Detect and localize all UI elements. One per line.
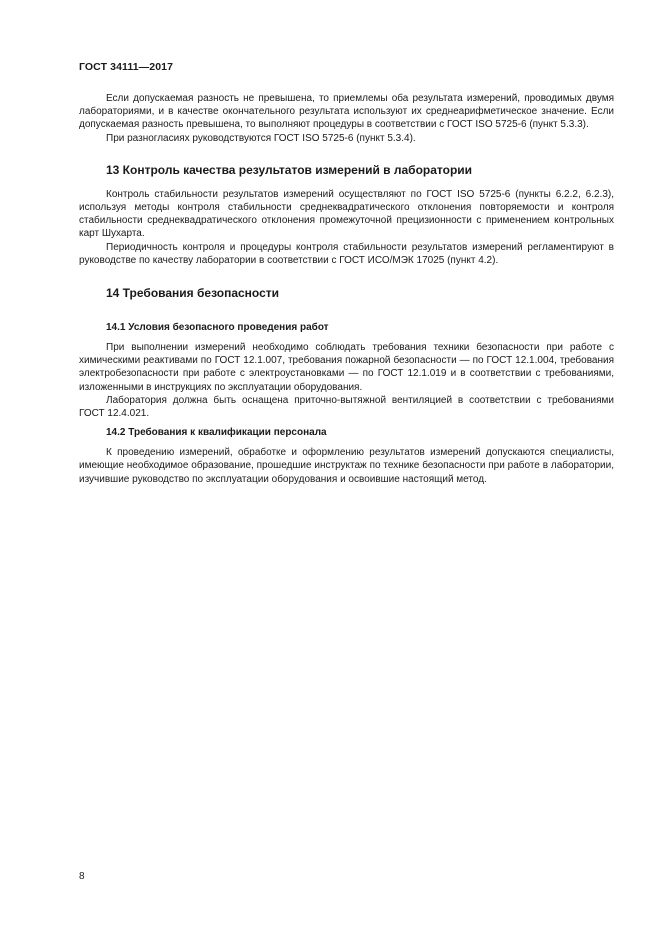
subsection-14-2-title: 14.2 Требования к квалификации персонала bbox=[106, 427, 327, 439]
spacer bbox=[79, 334, 614, 341]
page-content bbox=[79, 92, 614, 486]
section-13-title: 13 Контроль качества результатов измерений в лаборатории bbox=[106, 162, 473, 177]
section-13-paragraph-2: Периодичность контроля и процедуры контроля стабильности результатов измерений регламентируют в руководстве по качеству лаборатории в соответствии с ГОСТ ИСО/МЭК 17025 (пункт 4.2). bbox=[79, 241, 614, 266]
spacer bbox=[79, 439, 614, 446]
subsection-14-2-paragraph-1: К проведению измерений, обработке и оформлению результатов измерений допускаются специалисты, имеющие необходимое образование, прошедшие инструктаж по технике безопасности при работе в лаборатории, изучившие руководство по эксплуатации оборудования и освоившие настоящий метод. bbox=[79, 447, 614, 485]
spacer bbox=[79, 145, 614, 163]
subsection-14-1-paragraph-1: При выполнении измерений необходимо соблюдать требования техники безопасности при работе с химическими реактивами по ГОСТ 12.1.007, требования пожарной безопасности — по ГОСТ 12.1.004, требования электробезопасности при работе с электроустановками — по ГОСТ 12.1.019 и в соответствии с требованиями, изложенными в инструкциях по эксплуатации оборудования. bbox=[79, 342, 614, 393]
section-13-paragraph-1: Контроль стабильности результатов измерений осуществляют по ГОСТ ISO 5725-6 (пункты 6.2.2, 6.2.3), используя методы контроля стабильности среднеквадратического отклонения повторяемости и контроля стабильности среднеквадратического отклонения промежуточной прецизионности с применением контрольных карт Шухарта. bbox=[79, 188, 614, 240]
spacer bbox=[79, 267, 614, 286]
subsection-14-1-title: 14.1 Условия безопасного проведения работ bbox=[106, 322, 329, 334]
intro-paragraph-1: Если допускаемая разность не превышена, то приемлемы оба результата измерений, проводимых двумя лабораториями, и в качестве окончательного результата используют их среднеарифметическое значение. Если допускаемая разность превышена, то выполняют процедуры в соответствии с ГОСТ ISO 5725-6 (пункт 5.3.3). bbox=[79, 93, 614, 131]
page-number: 8 bbox=[79, 871, 85, 882]
document-code-header: ГОСТ 34111—2017 bbox=[79, 61, 174, 73]
subsection-14-1-paragraph-2: Лаборатория должна быть оснащена приточно-вытяжной вентиляцией в соответствии с требованиями ГОСТ 12.4.021. bbox=[79, 394, 614, 420]
spacer bbox=[79, 178, 614, 188]
section-14-title: 14 Требования безопасности bbox=[106, 286, 280, 301]
intro-paragraph-2: При разногласиях руководствуются ГОСТ ISO 5725-6 (пункт 5.3.4). bbox=[106, 132, 416, 144]
spacer bbox=[79, 301, 614, 321]
